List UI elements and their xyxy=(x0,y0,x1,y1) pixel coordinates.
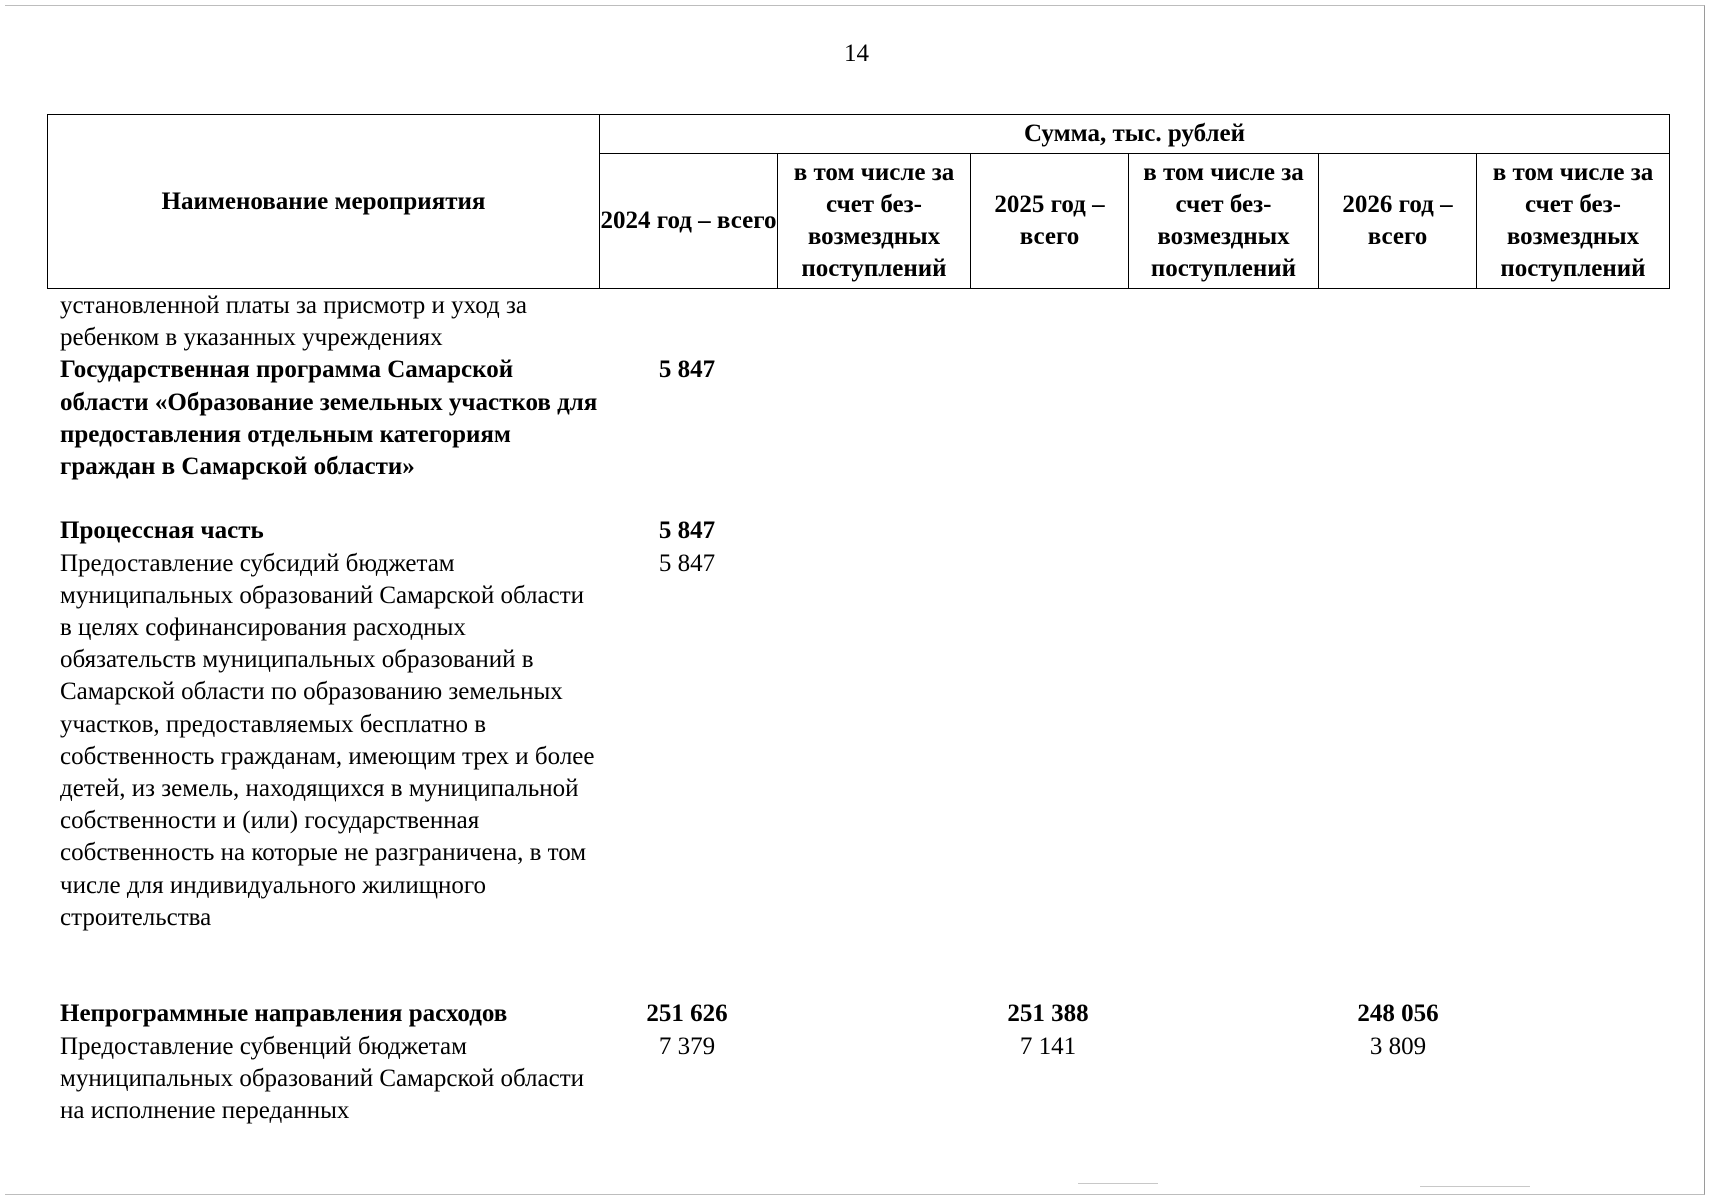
table-header xyxy=(47,114,1670,289)
page-number: 14 xyxy=(844,40,869,67)
header-2025-total: 2025 год – всего xyxy=(971,154,1129,289)
row-name: установленной платы за присмотр и уход за ребенком в указанных учреждениях xyxy=(60,292,527,352)
value-2026: 3 809 xyxy=(1369,1032,1427,1060)
row-name: Процессная часть xyxy=(60,517,264,545)
row-name: Предоставление субсидий бюджетам муниципальных образований Самарской области в целях софинансирования расходных обязательств муниципальных образований в Самарской области по образованию земельных участков, предоставляемых бесплатно в собственность гражданам, имеющим трех и более детей, из земель, находящихся в муниципальной собственности и (или) государственная собственность на которые не разграничена, в том числе для индивидуального жилищного строительства xyxy=(60,549,595,931)
row-name: Предоставление субвенций бюджетам муниципальных образований Самарской области на исполнение переданных xyxy=(60,1032,585,1124)
value-2024: 5 847 xyxy=(658,356,716,384)
header-2024-gratuitous: в том числе за счет без-возмездных поступлений xyxy=(778,154,971,289)
scan-speck xyxy=(1420,1186,1530,1187)
value-2026: 248 056 xyxy=(1357,1000,1439,1028)
header-name-column: Наименование мероприятия xyxy=(48,115,600,289)
table-body xyxy=(0,290,1713,1140)
value-2024: 5 847 xyxy=(658,549,716,577)
header-2024-total: 2024 год – всего xyxy=(600,154,778,289)
header-2026-gratuitous: в том числе за счет без-возмездных поступлений xyxy=(1477,154,1670,289)
value-2025: 7 141 xyxy=(1019,1032,1077,1060)
value-2025: 251 388 xyxy=(1007,1000,1089,1028)
header-2026-total: 2026 год – всего xyxy=(1319,154,1477,289)
value-2024: 7 379 xyxy=(658,1032,716,1060)
scan-speck xyxy=(1078,1183,1158,1184)
row-name: Непрограммные направления расходов xyxy=(60,1000,508,1028)
header-sum-group: Сумма, тыс. рублей xyxy=(600,115,1670,154)
header-2025-gratuitous: в том числе за счет без-возмездных поступлений xyxy=(1129,154,1319,289)
value-2024: 5 847 xyxy=(658,517,716,545)
row-name: Государственная программа Самарской области «Образование земельных участков для предоставления отдельным категориям граждан в Самарской области» xyxy=(60,356,598,480)
value-2024: 251 626 xyxy=(646,1000,728,1028)
